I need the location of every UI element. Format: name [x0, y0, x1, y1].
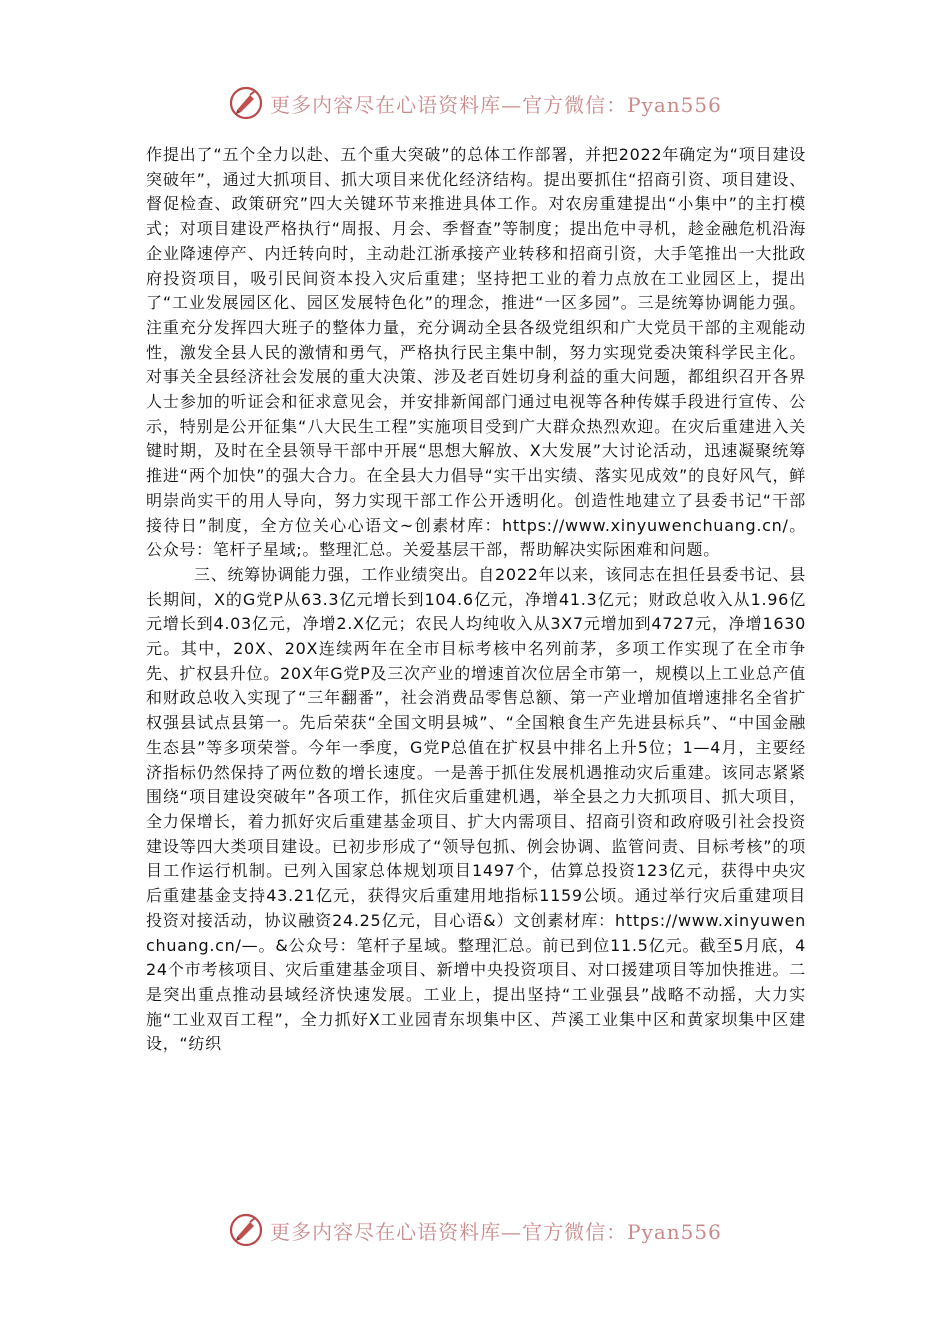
document-body — [146, 143, 806, 1057]
pen-nib-logo-icon — [228, 85, 264, 121]
body-paragraph-1: 作提出了“五个全力以赴、五个重大突破”的总体工作部署，并把2022年确定为“项目建设突破年”，通过大抓项目、抓大项目来优化经济结构。提出要抓住“招商引资、项目建设、督促检查、政策研究”四大关键环节来推进具体工作。对农房重建提出“小集中”的主打模式；对项目建设严格执行“周报、月会、季督查”等制度；提出危中寻机，趁金融危机沿海企业降速停产、内迁转向时，主动赴江浙承接产业转移和招商引资，大手笔推出一大批政府投资项目，吸引民间资本投入灾后重建；坚持把工业的着力点放在工业园区上，提出了“工业发展园区化、园区发展特色化”的理念，推进“一区多园”。三是统筹协调能力强。注重充分发挥四大班子的整体力量，充分调动全县各级党组织和广大党员干部的主观能动性，激发全县人民的激情和勇气，严格执行民主集中制，努力实现党委决策科学民主化。对事关全县经济社会发展的重大决策、涉及老百姓切身利益的重大问题，都组织召开各界人士参加的听证会和征求意见会，并安排新闻部门通过电视等各种传媒手段进行宣传、公示，特别是公开征集“八大民生工程”实施项目受到广大群众热烈欢迎。在灾后重建进入关键时期，及时在全县领导干部中开展“思想大解放、X大发展”大讨论活动，迅速凝聚统筹推进“两个加快”的强大合力。在全县大力倡导“实干出实绩、落实见成效”的良好风气，鲜明崇尚实干的用人导向，努力实现干部工作公开透明化。创造性地建立了县委书记“干部接待日”制度，全方位关心心语文~创素材库：https://www.xinyuwenchuang.cn/。公众号：笔杆子星域;。整理汇总。关爱基层干部，帮助解决实际困难和问题。 — [146, 145, 806, 560]
header-watermark-banner — [0, 78, 950, 128]
pen-nib-logo-icon — [228, 1212, 264, 1248]
footer-watermark-banner — [0, 1205, 950, 1255]
header-watermark-text: 更多内容尽在心语资料库—官方微信：Pyan556 — [270, 92, 722, 117]
body-paragraph-2: 三、统筹协调能力强，工作业绩突出。自2022年以来，该同志在担任县委书记、县长期间，X的G党P从63.3亿元增长到104.6亿元，净增41.3亿元；财政总收入从1.96亿元增长到4.03亿元，净增2.X亿元；农民人均纯收入从3X7元增加到4727元，净增1630元。其中，20X、20X连续两年在全市目标考核中名列前茅，多项工作实现了在全市争先、扩权县升位。20X年G党P及三次产业的增速首次位居全市第一，规模以上工业总产值和财政总收入实现了“三年翻番”，社会消费品零售总额、第一产业增加值增速排名全省扩权强县试点县第一。先后荣获“全国文明县城”、“全国粮食生产先进县标兵”、“中国金融生态县”等多项荣誉。今年一季度，G党P总值在扩权县中排名上升5位；1—4月，主要经济指标仍然保持了两位数的增长速度。一是善于抓住发展机遇推动灾后重建。该同志紧紧围绕“项目建设突破年”各项工作，抓住灾后重建机遇，举全县之力大抓项目、抓大项目，全力保增长，着力抓好灾后重建基金项目、扩大内需项目、招商引资和政府吸引社会投资建设等四大类项目建设。已初步形成了“领导包抓、例会协调、监管问责、目标考核”的项目工作运行机制。已列入国家总体规划项目1497个，估算总投资123亿元，获得中央灾后重建基金支持43.21亿元，获得灾后重建用地指标1159公顷。通过举行灾后重建项目投资对接活动，协议融资24.25亿元，目心语&）文创素材库：https://www.xinyuwenchuang.cn/—。&公众号：笔杆子星域。整理汇总。前已到位11.5亿元。截至5月底，424个市考核项目、灾后重建基金项目、新增中央投资项目、对口援建项目等加快推进。二是突出重点推动县域经济快速发展。工业上，提出坚持“工业强县”战略不动摇，大力实施“工业双百工程”，全力抓好X工业园青东坝集中区、芦溪工业集中区和黄家坝集中区建设，“纺织 — [146, 564, 806, 1054]
footer-watermark-text: 更多内容尽在心语资料库—官方微信：Pyan556 — [270, 1219, 722, 1244]
